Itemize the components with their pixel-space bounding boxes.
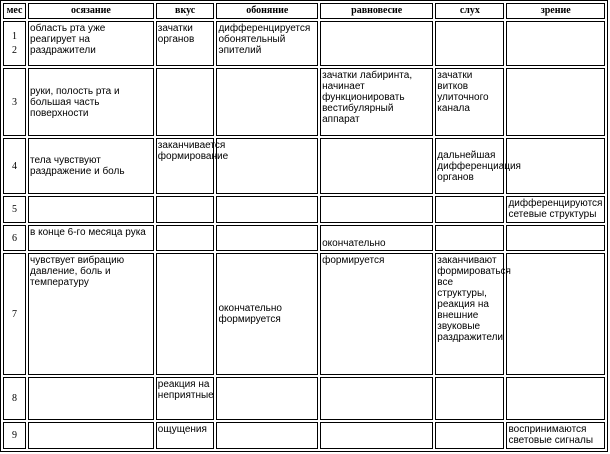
cell-zrenie	[506, 68, 605, 136]
cell-zrenie	[506, 138, 605, 194]
table-row	[3, 422, 605, 449]
cell-osyazanie: руки, полость рта и большая часть поверхности	[28, 68, 154, 136]
cell-osyazanie: область рта уже реагирует на раздражители	[28, 21, 154, 66]
cell-zrenie	[506, 377, 605, 420]
cell-obonyanie	[216, 138, 318, 194]
cell-obonyanie	[216, 68, 318, 136]
header-ravnovesie: равновесие	[320, 3, 433, 19]
month-number: 8	[3, 377, 26, 420]
cell-zrenie: воспринимаются световые сигналы	[506, 422, 605, 449]
cell-vkus: ощущения	[156, 422, 215, 449]
cell-sluh	[435, 225, 504, 252]
header-obonyanie: обоняние	[216, 3, 318, 19]
cell-osyazanie	[28, 377, 154, 420]
header-zrenie: зрение	[506, 3, 605, 19]
cell-osyazanie: в конце 6-го месяца рука	[28, 225, 154, 252]
cell-zrenie	[506, 21, 605, 66]
cell-ravnovesie	[320, 138, 433, 194]
month-number: 1	[12, 30, 18, 42]
month-number: 3	[3, 68, 26, 136]
table-row	[3, 138, 605, 194]
cell-zrenie: дифференцируются сетевые структуры	[506, 196, 605, 223]
cell-osyazanie: тела чувствуют раздражение и боль	[28, 138, 154, 194]
cell-vkus: заканчивается формирование	[156, 138, 215, 194]
header-mes: мес	[3, 3, 26, 19]
cell-obonyanie: окончательно формируется	[216, 253, 318, 375]
cell-obonyanie: дифференцируется обонятельный эпителий	[216, 21, 318, 66]
cell-vkus	[156, 196, 215, 223]
cell-vkus: зачатки органов	[156, 21, 215, 66]
cell-zrenie	[506, 225, 605, 252]
month-number: 9	[3, 422, 26, 449]
header-row	[3, 3, 605, 19]
cell-osyazanie: чувствует вибрацию давление, боль и температуру	[28, 253, 154, 375]
cell-vkus	[156, 225, 215, 252]
header-sluh: слух	[435, 3, 504, 19]
cell-ravnovesie: окончательно	[320, 225, 433, 252]
month-number: 5	[3, 196, 26, 223]
cell-obonyanie	[216, 377, 318, 420]
cell-sluh: дальнейшая дифференциация органов	[435, 138, 504, 194]
cell-vkus	[156, 253, 215, 375]
cell-obonyanie	[216, 225, 318, 252]
cell-sluh: заканчивают формироваться все структуры, реакция на внешние звуковые раздражители	[435, 253, 504, 375]
cell-zrenie	[506, 253, 605, 375]
cell-vkus	[156, 68, 215, 136]
cell-sluh	[435, 377, 504, 420]
cell-ravnovesie	[320, 196, 433, 223]
month-number: 6	[3, 225, 26, 252]
cell-osyazanie	[28, 422, 154, 449]
month-number: 4	[3, 138, 26, 194]
table-row	[3, 225, 605, 252]
month-number: 2	[12, 44, 18, 56]
table-row	[3, 196, 605, 223]
month-cell	[3, 21, 26, 66]
cell-ravnovesie: формируется	[320, 253, 433, 375]
cell-sluh	[435, 21, 504, 66]
header-vkus: вкус	[156, 3, 215, 19]
cell-sluh	[435, 196, 504, 223]
cell-obonyanie	[216, 196, 318, 223]
cell-osyazanie	[28, 196, 154, 223]
table-row	[3, 68, 605, 136]
cell-ravnovesie	[320, 422, 433, 449]
table-row	[3, 377, 605, 420]
cell-ravnovesie	[320, 21, 433, 66]
cell-ravnovesie: зачатки лабиринта, начинает функционировать вестибулярный аппарат	[320, 68, 433, 136]
table-row	[3, 21, 605, 66]
cell-sluh: зачатки витков улиточного канала	[435, 68, 504, 136]
header-osyazanie: осязание	[28, 3, 154, 19]
table-row	[3, 253, 605, 375]
cell-ravnovesie	[320, 377, 433, 420]
month-number: 7	[3, 253, 26, 375]
cell-sluh	[435, 422, 504, 449]
cell-vkus: реакция на неприятные	[156, 377, 215, 420]
cell-obonyanie	[216, 422, 318, 449]
